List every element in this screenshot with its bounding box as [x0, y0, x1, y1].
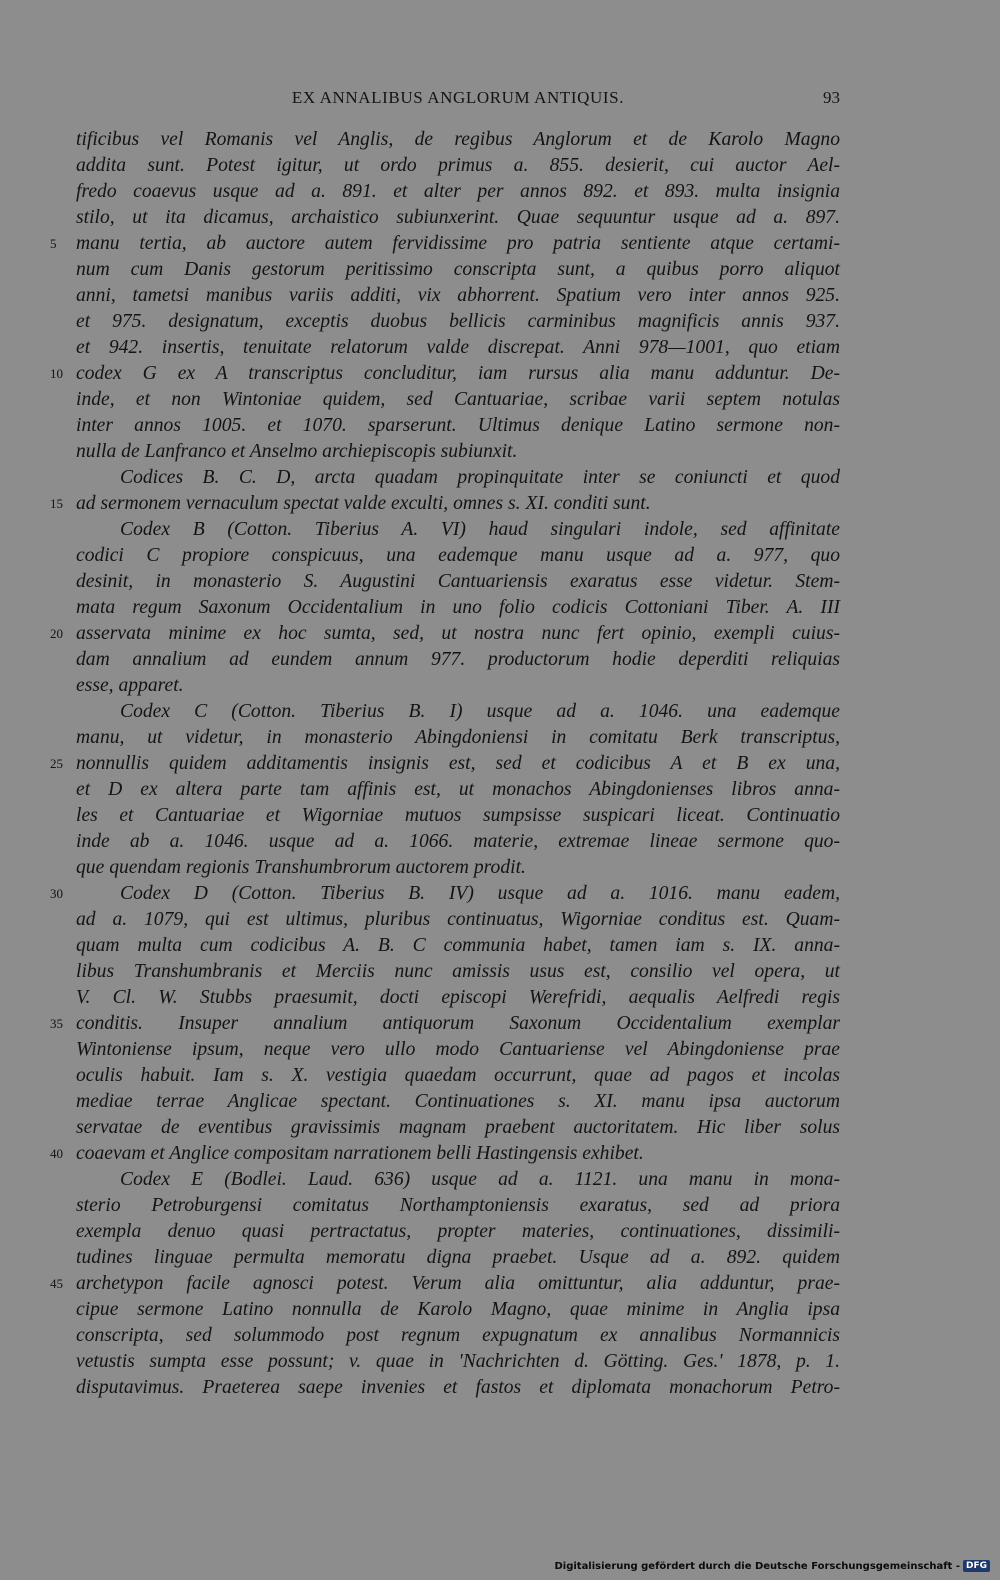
text-line: asservata minime ex hoc sumta, sed, ut nostra nunc fert opinio, exempli cuius-: [76, 623, 840, 644]
line-number: 45: [50, 1276, 63, 1291]
text-line: disputavimus. Praeterea saepe invenies et fastos et diplomata monachorum Petro-: [76, 1377, 840, 1398]
text-line: mediae terrae Anglicae spectant. Continuationes s. XI. manu ipsa auctorum: [76, 1091, 840, 1112]
text-line: et 942. insertis, tenuitate relatorum valde discrepat. Anni 978—1001, quo etiam: [76, 337, 840, 358]
line-number: 35: [50, 1016, 63, 1031]
text-line: num cum Danis gestorum peritissimo conscripta sunt, a quibus porro aliquot: [76, 259, 840, 280]
line-number: 40: [50, 1146, 63, 1161]
text-line: Codex E (Bodlei. Laud. 636) usque ad a. 1121. una manu in mona-: [120, 1169, 840, 1190]
text-line: cipue sermone Latino nonnulla de Karolo Magno, quae minime in Anglia ipsa: [76, 1299, 840, 1320]
text-line: fredo coaevus usque ad a. 891. et alter per annos 892. et 893. multa insignia: [76, 181, 840, 202]
text-line: nonnullis quidem additamentis insignis est, sed et codicibus A et B ex una,: [76, 753, 840, 774]
text-line: inde, et non Wintoniae quidem, sed Cantuariae, scribae varii septem notulas: [76, 389, 840, 410]
dfg-logo: DFG: [963, 1560, 990, 1572]
text-line: sterio Petroburgensi comitatus Northamptoniensis exaratus, sed ad priora: [76, 1195, 840, 1216]
line-number: 20: [50, 626, 63, 641]
text-line: addita sunt. Potest igitur, ut ordo primus a. 855. desierit, cui auctor Ael-: [76, 155, 840, 176]
text-line: V. Cl. W. Stubbs praesumit, docti episcopi Werefridi, aequalis Aelfredi regis: [76, 987, 840, 1008]
text-line: libus Transhumbranis et Merciis nunc amissis usus est, consilio vel opera, ut: [76, 961, 840, 982]
text-line: ad sermonem vernaculum spectat valde exculti, omnes s. XI. conditi sunt.: [76, 493, 651, 514]
text-line: stilo, ut ita dicamus, archaistico subiunxerint. Quae sequuntur usque ad a. 897.: [76, 207, 840, 228]
text-line: que quendam regionis Transhumbrorum auctorem prodit.: [76, 857, 526, 878]
text-line: et 975. designatum, exceptis duobus bellicis carminibus magnificis annis 937.: [76, 311, 840, 332]
text-line: esse, apparet.: [76, 675, 184, 696]
text-line: dam annalium ad eundem annum 977. productorum hodie deperditi reliquias: [76, 649, 840, 670]
text-line: oculis habuit. Iam s. X. vestigia quaedam occurrunt, quae ad pagos et incolas: [76, 1065, 840, 1086]
text-line: les et Cantuariae et Wigorniae mutuos sumpsisse suspicari liceat. Continuatio: [76, 805, 840, 826]
running-title: EX ANNALIBUS ANGLORUM ANTIQUIS.: [291, 88, 625, 107]
text-line: manu tertia, ab auctore autem fervidissime pro patria sentiente atque certami-: [76, 233, 840, 254]
page-number: 93: [823, 88, 840, 107]
text-line: servatae de eventibus gravissimis magnam praebent auctoritatem. Hic liber solus: [76, 1117, 840, 1138]
text-line: desinit, in monasterio S. Augustini Cantuariensis exaratus esse videtur. Stem-: [76, 571, 840, 592]
text-line: archetypon facile agnosci potest. Verum alia omittuntur, alia adduntur, prae-: [76, 1273, 840, 1294]
line-number: 15: [50, 496, 63, 511]
line-number: 10: [50, 366, 63, 381]
text-line: manu, ut videtur, in monasterio Abingdoniensi in comitatu Berk transcriptus,: [76, 727, 840, 748]
text-line: ad a. 1079, qui est ultimus, pluribus continuatus, Wigorniae conditus est. Quam-: [76, 909, 840, 930]
line-number: 30: [50, 886, 63, 901]
text-line: conscripta, sed solummodo post regnum expugnatum ex annalibus Normannicis: [76, 1325, 840, 1346]
text-line: Wintoniense ipsum, neque vero ullo modo Cantuariense vel Abingdoniense prae: [76, 1039, 840, 1060]
text-line: inter annos 1005. et 1070. sparserunt. Ultimus denique Latino sermone non-: [76, 415, 840, 436]
text-line: codici C propiore conspicuus, una eademque manu usque ad a. 977, quo: [76, 545, 840, 566]
digitization-credit: [554, 1558, 990, 1574]
text-line: quam multa cum codicibus A. B. C communia habet, tamen iam s. IX. anna-: [76, 935, 840, 956]
text-line: coaevam et Anglice compositam narrationem belli Hastingensis exhibet.: [76, 1143, 644, 1164]
line-number: 5: [50, 236, 57, 251]
text-line: Codex B (Cotton. Tiberius A. VI) haud singulari indole, sed affinitate: [120, 519, 840, 540]
text-line: tificibus vel Romanis vel Anglis, de regibus Anglorum et de Karolo Magno: [76, 129, 840, 150]
line-number: 25: [50, 756, 63, 771]
text-line: exempla denuo quasi pertractatus, propter materies, continuationes, dissimili-: [76, 1221, 840, 1242]
text-line: et D ex altera parte tam affinis est, ut monachos Abingdonienses libros anna-: [76, 779, 840, 800]
text-line: inde ab a. 1046. usque ad a. 1066. materie, extremae lineae sermone quo-: [76, 831, 840, 852]
text-line: anni, tametsi manibus variis additi, vix abhorrent. Spatium vero inter annos 925.: [76, 285, 840, 306]
text-line: Codices B. C. D, arcta quadam propinquitate inter se coniuncti et quod: [120, 467, 840, 488]
text-line: codex G ex A transcriptus concluditur, iam rursus alia manu adduntur. De-: [76, 363, 840, 384]
text-line: Codex C (Cotton. Tiberius B. I) usque ad a. 1046. una eademque: [120, 701, 840, 722]
text-line: nulla de Lanfranco et Anselmo archiepiscopis subiunxit.: [76, 441, 518, 462]
text-line: Codex D (Cotton. Tiberius B. IV) usque ad a. 1016. manu eadem,: [120, 883, 840, 904]
text-line: tudines linguae permulta memoratu digna praebet. Usque ad a. 892. quidem: [76, 1247, 840, 1268]
text-line: mata regum Saxonum Occidentalium in uno folio codicis Cottoniani Tiber. A. III: [76, 597, 840, 618]
credit-text: Digitalisierung gefördert durch die Deutsche Forschungsgemeinschaft -: [554, 1560, 960, 1572]
page-header: [76, 88, 840, 118]
text-line: conditis. Insuper annalium antiquorum Saxonum Occidentalium exemplar: [76, 1013, 840, 1034]
text-line: vetustis sumpta esse possunt; v. quae in 'Nachrichten d. Götting. Ges.' 1878, p. 1.: [76, 1351, 840, 1372]
